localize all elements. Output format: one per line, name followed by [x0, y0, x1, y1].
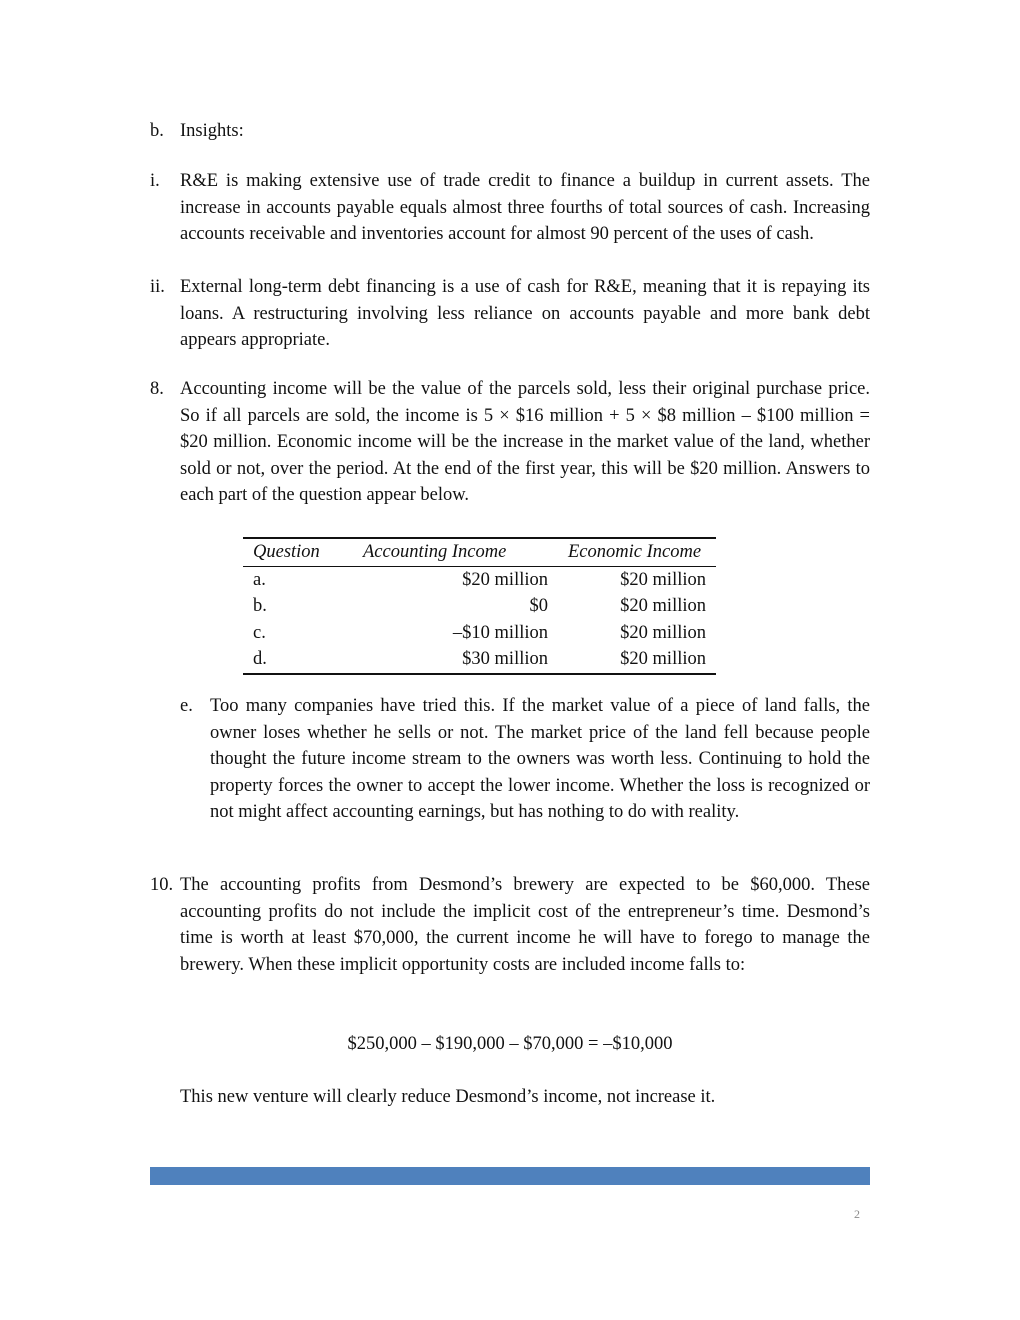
income-table — [243, 537, 716, 675]
insight-ii — [150, 274, 870, 354]
insight-i-text: R&E is making extensive use of trade credit to finance a buildup in current assets. The increase in accounts payable equals almost three fourths of total sources of cash. Increasing accounts receivable and inventories account for almost 90 percent of the uses of cash. — [180, 171, 870, 244]
cell-economic-income: $20 million — [620, 596, 706, 617]
question-8-marker: 8. — [150, 379, 164, 399]
insight-ii-marker: ii. — [150, 277, 165, 297]
question-8 — [150, 376, 870, 509]
section-b-heading: Insights: — [180, 121, 244, 141]
question-8e-text: Too many companies have tried this. If the market value of a piece of land falls, the owner loses whether he sells or not. The market price of the land fell because people thought the future income stream to the owners was worth less. Continuing to hold the property forces the owner to accept the lower income. Whether the loss is recognized or not might affect accounting earnings, but has nothing to do with reality. — [210, 696, 870, 822]
cell-accounting-income: –$10 million — [452, 622, 548, 643]
cell-question: d. — [253, 649, 267, 670]
cell-question: b. — [253, 596, 267, 617]
page-number: 2 — [854, 1207, 860, 1221]
footer-bar — [150, 1167, 870, 1185]
cell-accounting-income: $30 million — [462, 649, 548, 670]
insight-i — [150, 168, 870, 248]
section-b-marker: b. — [150, 121, 164, 141]
question-8-text: Accounting income will be the value of the parcels sold, less their original purchase price. So if all parcels are sold, the income is 5 × $16 million + 5 × $8 million – $100 million = $20 million. Economic income will be the increase in the market value of the land, whether sold or not, over the period. At the end of the first year, this will be $20 million. Answers to each part of the question appear below. — [180, 379, 870, 505]
question-8e — [150, 693, 870, 826]
question-10-marker: 10. — [150, 875, 174, 895]
cell-accounting-income: $20 million — [462, 569, 548, 590]
question-8e-marker: e. — [180, 696, 193, 716]
header-accounting-income: Accounting Income — [353, 538, 558, 567]
header-question: Question — [243, 538, 353, 567]
table-row — [243, 594, 716, 621]
question-10-conclusion: This new venture will clearly reduce Desmond’s income, not increase it. — [180, 1087, 716, 1107]
question-10 — [150, 872, 870, 978]
table-header-row — [243, 538, 716, 567]
table-row — [243, 620, 716, 647]
table-row — [243, 647, 716, 675]
table-row — [243, 567, 716, 594]
cell-question: a. — [253, 569, 266, 590]
cell-economic-income: $20 million — [620, 569, 706, 590]
income-equation: $250,000 – $190,000 – $70,000 = –$10,000 — [347, 1034, 673, 1054]
cell-economic-income: $20 million — [620, 622, 706, 643]
section-b — [150, 118, 870, 145]
cell-economic-income: $20 million — [620, 649, 706, 670]
question-10-text: The accounting profits from Desmond’s brewery are expected to be $60,000. These accounting profits do not include the implicit cost of the entrepreneur’s time. Desmond’s time is worth at least $70,000, the current income he will have to forego to manage the brewery. When these implicit opportunity costs are included income falls to: — [180, 875, 870, 975]
insight-i-marker: i. — [150, 171, 160, 191]
cell-accounting-income: $0 — [529, 596, 548, 617]
header-economic-income: Economic Income — [558, 538, 716, 567]
insight-ii-text: External long-term debt financing is a use of cash for R&E, meaning that it is repaying its loans. A restructuring involving less reliance on accounts payable and more bank debt appears appropriate. — [180, 277, 870, 350]
cell-question: c. — [253, 622, 266, 643]
